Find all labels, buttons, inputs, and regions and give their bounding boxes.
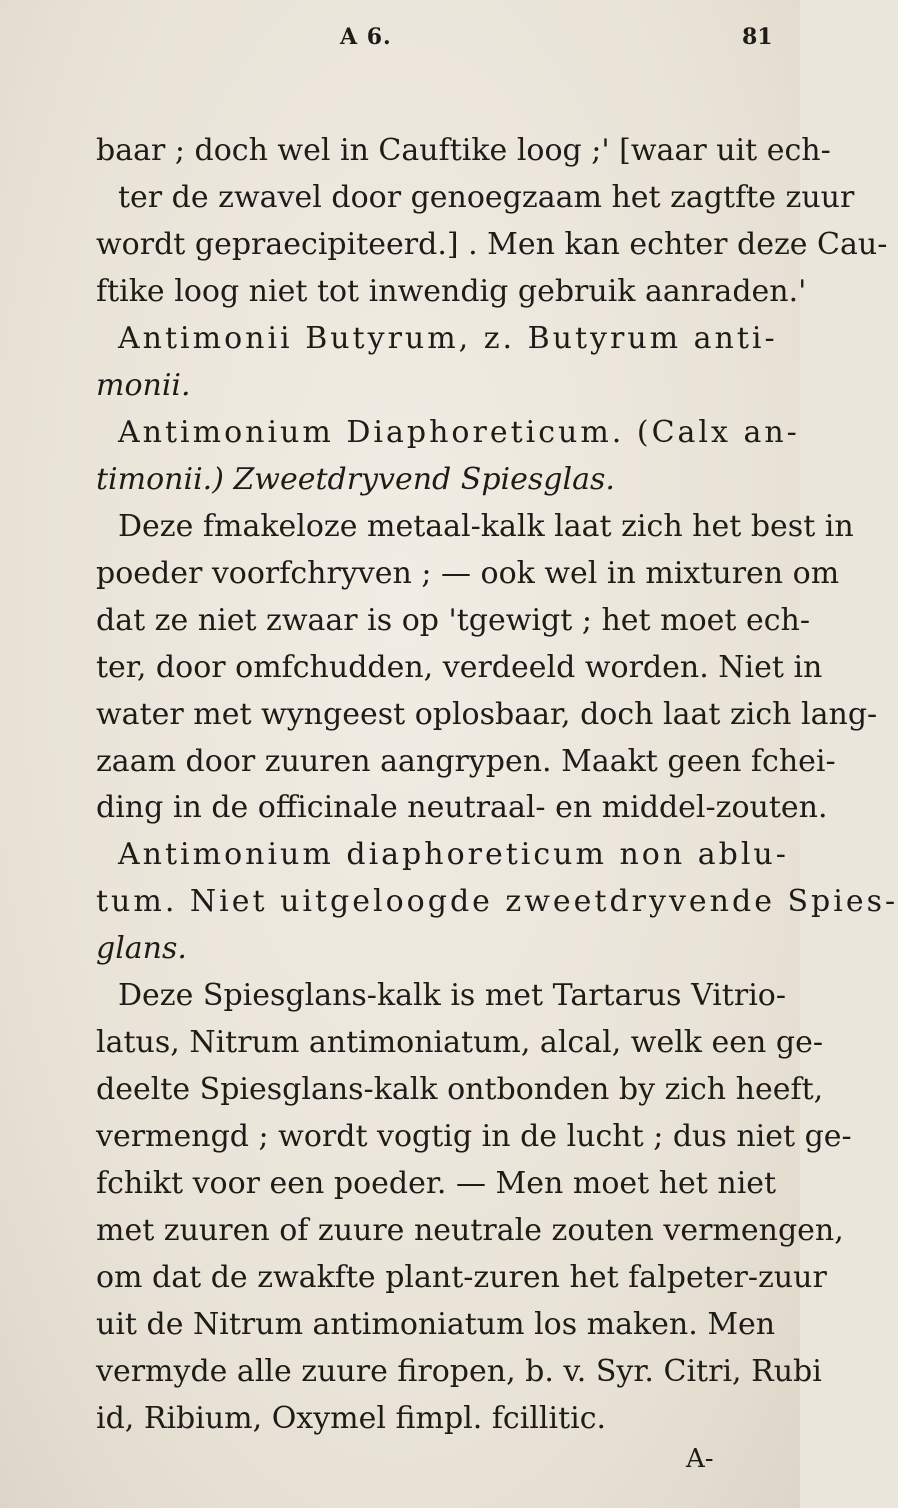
text-line: deelte Spiesglans-kalk ontbonden by zich heeft, — [96, 1072, 824, 1107]
text-line: wordt gepraecipiteerd.] . Men kan echter deze Cau- — [96, 227, 888, 262]
catchword: A- — [686, 1444, 714, 1474]
text-line: vermyde alle zuure firopen, b. v. Syr. Citri, Rubi — [96, 1354, 822, 1389]
text-line: baar ; doch wel in Cauftike loog ;' [waar uit ech- — [96, 133, 831, 168]
text-line: ter, door omfchudden, verdeeld worden. Niet in — [96, 650, 823, 685]
text-line: ding in de officinale neutraal- en middel-zouten. — [96, 790, 828, 825]
signature-mark: A 6. — [340, 24, 392, 50]
page-number: 81 — [742, 24, 773, 50]
text-line: ftike loog niet tot inwendig gebruik aanraden.' — [96, 274, 807, 309]
text-line: monii. — [96, 368, 191, 403]
text-line: dat ze niet zwaar is op 'tgewigt ; het moet ech- — [96, 603, 811, 638]
text-line: ter de zwavel door genoegzaam het zagtfte zuur — [118, 180, 855, 215]
text-line: uit de Nitrum antimoniatum los maken. Men — [96, 1307, 776, 1342]
text-line: met zuuren of zuure neutrale zouten vermengen, — [96, 1213, 844, 1248]
text-line: zaam door zuuren aangrypen. Maakt geen fchei- — [96, 744, 836, 779]
text-line: poeder voorfchryven ; — ook wel in mixturen om — [96, 556, 840, 591]
text-line: id, Ribium, Oxymel fimpl. fcillitic. — [96, 1401, 607, 1436]
entry-heading: Antimonii Butyrum, z. Butyrum anti- — [118, 321, 778, 356]
text-line: timonii.) Zweetdryvend Spiesglas. — [96, 462, 615, 497]
text-line: om dat de zwakfte plant-zuren het falpeter-zuur — [96, 1260, 827, 1295]
text-line: latus, Nitrum antimoniatum, alcal, welk een ge- — [96, 1025, 823, 1060]
text-line: water met wyngeest oplosbaar, doch laat zich lang- — [96, 697, 878, 732]
text-line: tum. Niet uitgeloogde zweetdryvende Spies- — [96, 884, 898, 919]
text-line: vermengd ; wordt vogtig in de lucht ; dus niet ge- — [96, 1119, 852, 1154]
page-header — [0, 18, 800, 68]
entry-heading: Antimonium diaphoreticum non ablu- — [118, 837, 789, 872]
text-line: glans. — [96, 931, 187, 966]
entry-heading: Antimonium Diaphoreticum. (Calx an- — [118, 415, 800, 450]
text-line: Deze fmakeloze metaal-kalk laat zich het best in — [118, 509, 854, 544]
text-line: fchikt voor een poeder. — Men moet het niet — [96, 1166, 777, 1201]
text-line: Deze Spiesglans-kalk is met Tartarus Vitrio- — [118, 978, 786, 1013]
